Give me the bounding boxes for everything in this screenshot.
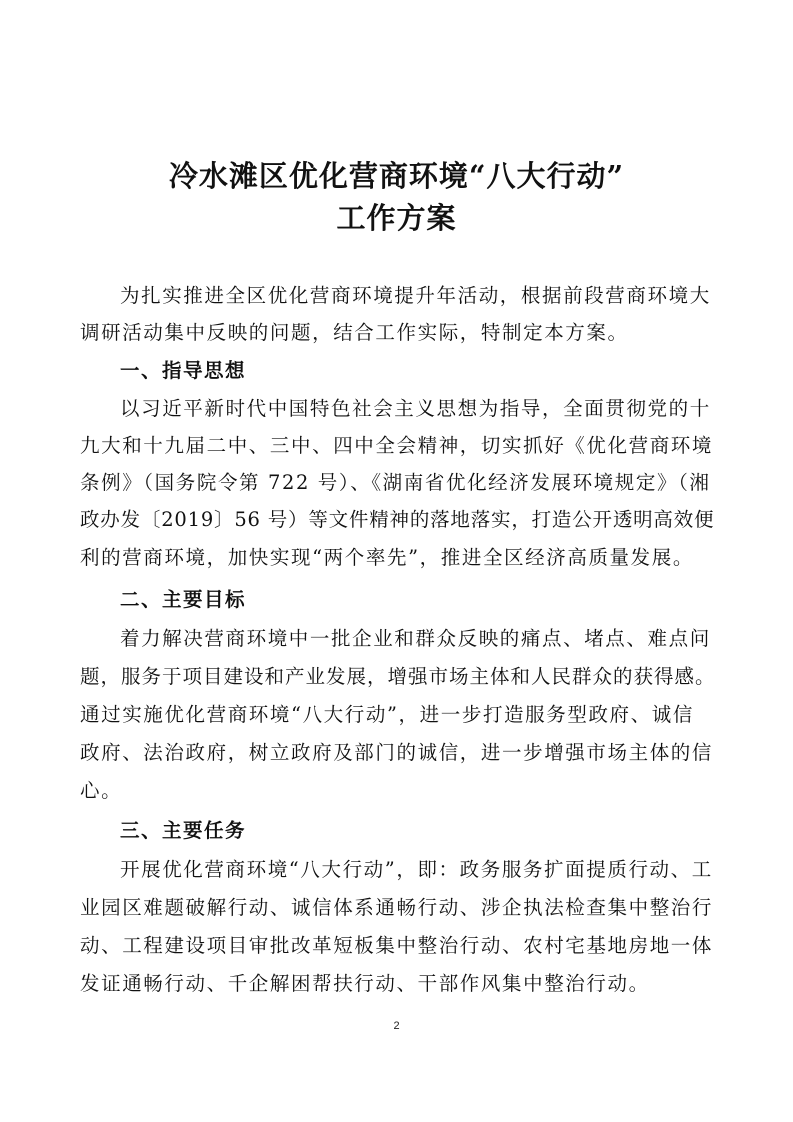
page-number: 2	[393, 1020, 400, 1032]
section1-line-1: 以习近平新时代中国特色社会主义思想为指导，全面贯彻党的十	[120, 397, 711, 420]
intro-line-2: 调研活动集中反映的问题，结合工作实际，特制定本方案。	[80, 321, 629, 344]
section2-line-3: 通过实施优化营商环境“八大行动”，进一步打造服务型政府、诚信	[80, 703, 694, 726]
section-heading-guiding-ideology: 一、指导思想	[120, 359, 247, 382]
section1-line-4: 政办发〔2019〕56 号）等文件精神的落地落实，打造公开透明高效便	[80, 508, 715, 531]
section1-line-2: 九大和十九届二中、三中、四中全会精神，切实抓好《优化营商环境	[80, 434, 714, 457]
section3-line-3: 动、工程建设项目审批改革短板集中整治行动、农村宅基地房地一体	[80, 934, 714, 957]
section2-line-4: 政府、法治政府，树立政府及部门的诚信，进一步增强市场主体的信	[80, 741, 714, 764]
section3-line-2: 业园区难题破解行动、诚信体系通畅行动、涉企执法检查集中整治行	[80, 896, 714, 919]
section2-line-1: 着力解决营商环境中一批企业和群众反映的痛点、堵点、难点问	[120, 627, 711, 650]
section3-line-1: 开展优化营商环境“八大行动”，即：政务服务扩面提质行动、工	[120, 858, 713, 881]
section1-line-3: 条例》（国务院令第 722 号）、《湖南省优化经济发展环境规定》（湘	[80, 471, 711, 494]
document-title-line2: 工作方案	[336, 201, 457, 235]
intro-line-1: 为扎实推进全区优化营商环境提升年活动，根据前段营商环境大	[120, 284, 711, 307]
section-heading-main-goals: 二、主要目标	[120, 588, 247, 611]
section2-line-2: 题，服务于项目建设和产业发展，增强市场主体和人民群众的获得感。	[80, 665, 716, 688]
section-heading-main-tasks: 三、主要任务	[120, 819, 247, 842]
section1-line-5: 利的营商环境，加快实现“两个率先”，推进全区经济高质量发展。	[80, 546, 694, 569]
section3-line-4: 发证通畅行动、千企解困帮扶行动、干部作风集中整治行动。	[80, 972, 650, 995]
document-title-line1: 冷水滩区优化营商环境“八大行动”	[168, 159, 625, 193]
section2-line-5: 心。	[80, 779, 123, 802]
